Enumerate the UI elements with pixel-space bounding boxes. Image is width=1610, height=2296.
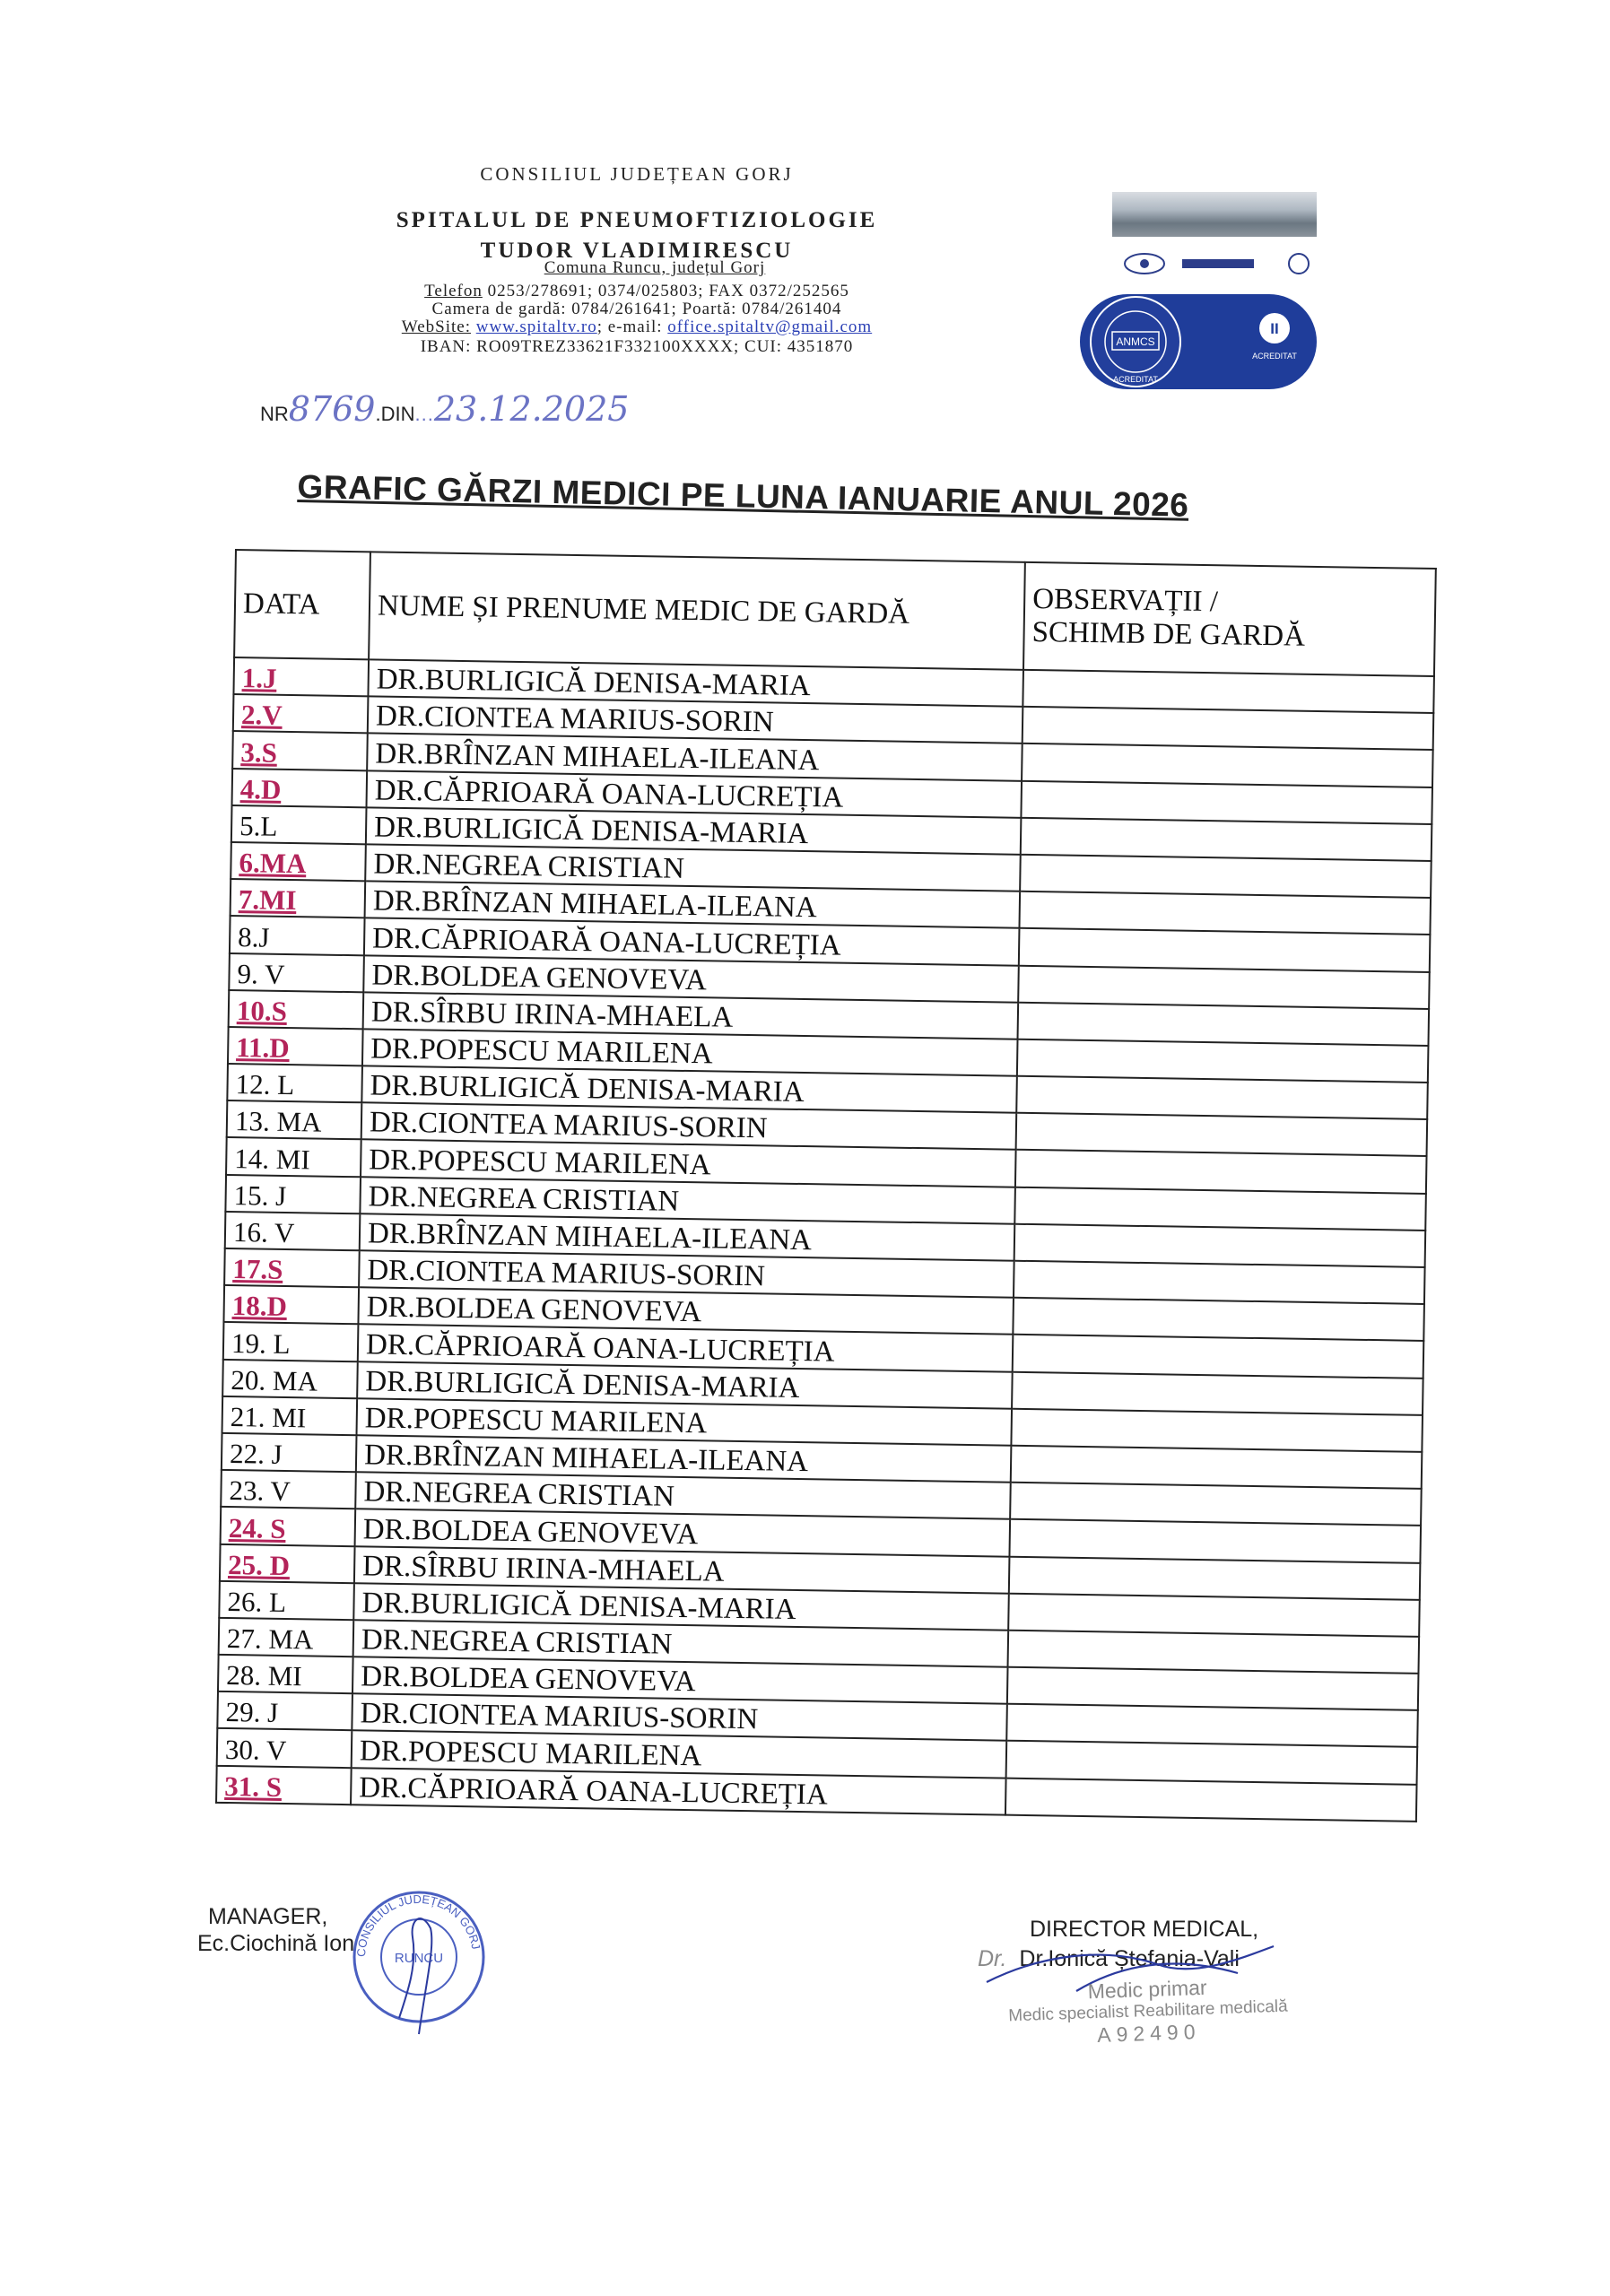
row-date: 24. S — [221, 1507, 356, 1546]
header-date: DATA — [234, 550, 370, 659]
row-doctor: DR.NEGREA CRISTIAN — [353, 1620, 1009, 1667]
row-doctor: DR.BURLIGICĂ DENISA-MARIA — [357, 1361, 1013, 1409]
row-date: 30. V — [217, 1728, 352, 1768]
row-date: 26. L — [219, 1581, 354, 1621]
row-observations[interactable] — [1011, 1446, 1423, 1489]
director-stamp-code: A92490 — [1096, 2019, 1201, 2047]
row-doctor: DR.CĂPRIOARĂ OANA-LUCREȚIA — [351, 1768, 1006, 1815]
row-date: 17.S — [224, 1248, 360, 1288]
row-observations[interactable] — [1018, 965, 1430, 1008]
table-header-row — [234, 550, 1436, 676]
accreditation-level: II — [1270, 320, 1279, 337]
row-observations[interactable] — [1009, 1556, 1421, 1599]
manager-name: Ec.Ciochină Ion — [197, 1931, 355, 1956]
header-observations-line1: OBSERVAȚII / — [1031, 582, 1219, 619]
schedule-sheet — [215, 549, 1437, 1822]
row-date: 25. D — [220, 1544, 355, 1583]
hospital-name-line1: SPITALUL DE PNEUMOFTIZIOLOGIE — [396, 208, 878, 232]
svg-text:CONSILIUL JUDEȚEAN GORJ — [354, 1892, 483, 1957]
row-doctor: DR.BURLIGICĂ DENISA-MARIA — [353, 1583, 1009, 1631]
row-doctor: DR.CĂPRIOARĂ OANA-LUCREȚIA — [358, 1325, 1014, 1372]
row-date: 27. MA — [219, 1618, 354, 1657]
row-doctor: DR.BRÎNZAN MIHAELA-ILEANA — [360, 1213, 1015, 1261]
row-doctor: DR.BURLIGICĂ DENISA-MARIA — [361, 1065, 1017, 1113]
stamp-center-text: RUNCU — [394, 1951, 444, 1966]
row-doctor: DR.CIONTEA MARIUS-SORIN — [359, 1250, 1014, 1298]
hospital-photo — [1112, 192, 1317, 237]
director-prefix: Dr. — [978, 1946, 1007, 1971]
commune-address: Comuna Runcu, județul Gorj — [544, 258, 766, 277]
header-observations-line2: SCHIMB DE GARDĂ — [1031, 615, 1306, 653]
row-doctor: DR.BURLIGICĂ DENISA-MARIA — [366, 807, 1022, 855]
row-date: 1.J — [233, 657, 369, 697]
row-doctor: DR.POPESCU MARILENA — [362, 1029, 1018, 1076]
row-observations[interactable] — [1021, 818, 1432, 861]
row-doctor: DR.SÎRBU IRINA-MHAELA — [363, 992, 1019, 1039]
row-observations[interactable] — [1016, 1076, 1428, 1119]
row-observations[interactable] — [1020, 855, 1432, 898]
partner-logos — [1119, 251, 1317, 276]
row-date: 2.V — [233, 694, 369, 734]
row-observations[interactable] — [1015, 1150, 1427, 1193]
row-doctor: DR.BRÎNZAN MIHAELA-ILEANA — [356, 1435, 1012, 1483]
row-date: 19. L — [223, 1322, 359, 1361]
anmcs-seal-text: ANMCS — [1116, 335, 1155, 348]
nr-label: NR — [260, 403, 289, 425]
row-doctor: DR.BRÎNZAN MIHAELA-ILEANA — [367, 734, 1023, 781]
row-doctor: DR.BURLIGICĂ DENISA-MARIA — [368, 659, 1023, 707]
row-observations[interactable] — [1019, 928, 1431, 971]
table-body — [216, 657, 1434, 1822]
row-doctor: DR.POPESCU MARILENA — [361, 1140, 1016, 1187]
page-title: GRAFIC GĂRZI MEDICI PE LUNA IANUARIE ANUL 2026 — [297, 468, 1189, 524]
row-doctor: DR.CIONTEA MARIUS-SORIN — [352, 1693, 1007, 1741]
row-date: 9. V — [229, 952, 364, 992]
row-doctor: DR.NEGREA CRISTIAN — [365, 844, 1021, 891]
row-observations[interactable] — [1006, 1704, 1418, 1747]
row-doctor: DR.POPESCU MARILENA — [352, 1731, 1007, 1779]
row-date: 23. V — [221, 1470, 356, 1509]
row-doctor: DR.CIONTEA MARIUS-SORIN — [368, 697, 1023, 744]
row-observations[interactable] — [1014, 1187, 1426, 1230]
row-observations[interactable] — [1019, 891, 1431, 935]
row-date: 28. MI — [218, 1655, 353, 1694]
row-doctor: DR.CIONTEA MARIUS-SORIN — [361, 1103, 1017, 1151]
row-date: 22. J — [222, 1433, 357, 1473]
accreditation-level-text: ACREDITAT — [1252, 352, 1297, 361]
row-date: 21. MI — [222, 1396, 358, 1436]
phone-line — [296, 282, 978, 301]
row-date: 31. S — [216, 1765, 352, 1805]
institution-stamp — [345, 1883, 502, 2040]
row-observations[interactable] — [1011, 1408, 1423, 1451]
row-observations[interactable] — [1014, 1224, 1426, 1267]
email-link[interactable]: office.spitaltv@gmail.com — [667, 317, 873, 336]
row-doctor: DR.BOLDEA GENOVEVA — [358, 1287, 1014, 1335]
director-label: DIRECTOR MEDICAL, — [1030, 1917, 1259, 1942]
row-date: 3.S — [232, 731, 368, 770]
row-observations[interactable] — [1013, 1298, 1424, 1341]
row-date: 7.MI — [231, 879, 366, 918]
row-doctor: DR.BRÎNZAN MIHAELA-ILEANA — [365, 881, 1021, 928]
director-stamp-title: Medic primar — [1087, 1975, 1207, 2004]
row-observations[interactable] — [1008, 1631, 1420, 1674]
anmcs-ring-text: ACREDITAT — [1113, 375, 1158, 384]
row-doctor: DR.BOLDEA GENOVEVA — [355, 1509, 1011, 1557]
row-observations[interactable] — [1012, 1371, 1423, 1414]
row-date: 14. MI — [226, 1137, 361, 1177]
anmcs-accreditation-seal — [1073, 289, 1324, 395]
row-observations[interactable] — [1006, 1741, 1418, 1784]
row-observations[interactable] — [1016, 1113, 1428, 1156]
director-name: Dr.Ionică Ștefania-Vali — [1019, 1946, 1240, 1971]
row-date: 12. L — [227, 1064, 362, 1103]
row-date: 8.J — [230, 916, 365, 955]
header-doctor: NUME ȘI PRENUME MEDIC DE GARDĂ — [369, 552, 1025, 669]
row-observations[interactable] — [1018, 1002, 1430, 1045]
row-observations[interactable] — [1009, 1519, 1421, 1562]
row-date: 11.D — [228, 1027, 363, 1066]
hospital-name-line2: TUDOR VLADIMIRESCU — [480, 239, 794, 263]
website-label: WebSite: — [401, 317, 471, 336]
duty-schedule-table — [215, 549, 1437, 1822]
din-label: DIN — [380, 403, 415, 425]
row-doctor: DR.BOLDEA GENOVEVA — [352, 1657, 1008, 1704]
row-doctor: DR.CĂPRIOARĂ OANA-LUCREȚIA — [366, 770, 1022, 818]
row-date: 29. J — [217, 1692, 352, 1731]
website-link[interactable]: www.spitaltv.ro — [475, 317, 597, 336]
row-observations[interactable] — [1017, 1039, 1429, 1083]
row-doctor: DR.BOLDEA GENOVEVA — [363, 955, 1019, 1003]
row-doctor: DR.NEGREA CRISTIAN — [360, 1177, 1015, 1224]
nr-handwritten: 8769 — [288, 389, 376, 429]
row-observations[interactable] — [1021, 780, 1432, 823]
row-date: 15. J — [225, 1175, 361, 1214]
registration-line: NR8769.DIN...23.12.2025 — [260, 389, 630, 429]
web-line — [296, 317, 978, 337]
email-label: ; e-mail: — [596, 317, 663, 336]
row-doctor: DR.NEGREA CRISTIAN — [355, 1472, 1011, 1519]
row-date: 10.S — [229, 990, 364, 1030]
manager-signature-block — [197, 1903, 355, 1957]
row-observations[interactable] — [1007, 1667, 1419, 1710]
header-observations — [1023, 562, 1436, 676]
director-stamp — [986, 1972, 1310, 2052]
row-observations[interactable] — [1023, 707, 1434, 750]
iban-line: IBAN: RO09TREZ33621F332100XXXX; CUI: 4351870 — [420, 337, 854, 356]
date-handwritten: 23.12.2025 — [433, 389, 630, 429]
row-observations[interactable] — [1014, 1261, 1425, 1304]
council-name: CONSILIUL JUDEȚEAN GORJ — [480, 163, 794, 185]
row-doctor: DR.POPESCU MARILENA — [356, 1398, 1012, 1446]
row-date: 5.L — [231, 805, 367, 845]
row-date: 18.D — [223, 1285, 359, 1325]
row-date: 20. MA — [222, 1359, 358, 1398]
row-observations[interactable] — [1023, 670, 1434, 713]
phone-label: Telefon — [424, 282, 483, 300]
guard-room-line: Camera de gardă: 0784/261641; Poartă: 0784/261404 — [431, 300, 842, 318]
row-observations[interactable] — [1022, 744, 1433, 787]
row-observations[interactable] — [1008, 1593, 1420, 1636]
row-doctor: DR.SÎRBU IRINA-MHAELA — [354, 1546, 1010, 1594]
row-observations[interactable] — [1013, 1335, 1424, 1378]
row-date: 16. V — [225, 1212, 361, 1251]
row-observations[interactable] — [1005, 1778, 1417, 1821]
row-date: 6.MA — [231, 842, 366, 882]
phone-numbers: 0253/278691; 0374/025803; FAX 0372/252565 — [487, 282, 849, 300]
stamp-ring-text: CONSILIUL JUDEȚEAN GORJ — [353, 1892, 483, 1958]
manager-label: MANAGER, — [208, 1904, 328, 1929]
director-stamp-specialty: Medic specialist Reabilitare medicală — [1007, 1996, 1289, 2026]
row-observations[interactable] — [1010, 1483, 1422, 1526]
row-doctor: DR.CĂPRIOARĂ OANA-LUCREȚIA — [364, 918, 1020, 966]
row-date: 4.D — [232, 769, 368, 808]
row-date: 13. MA — [227, 1100, 362, 1140]
